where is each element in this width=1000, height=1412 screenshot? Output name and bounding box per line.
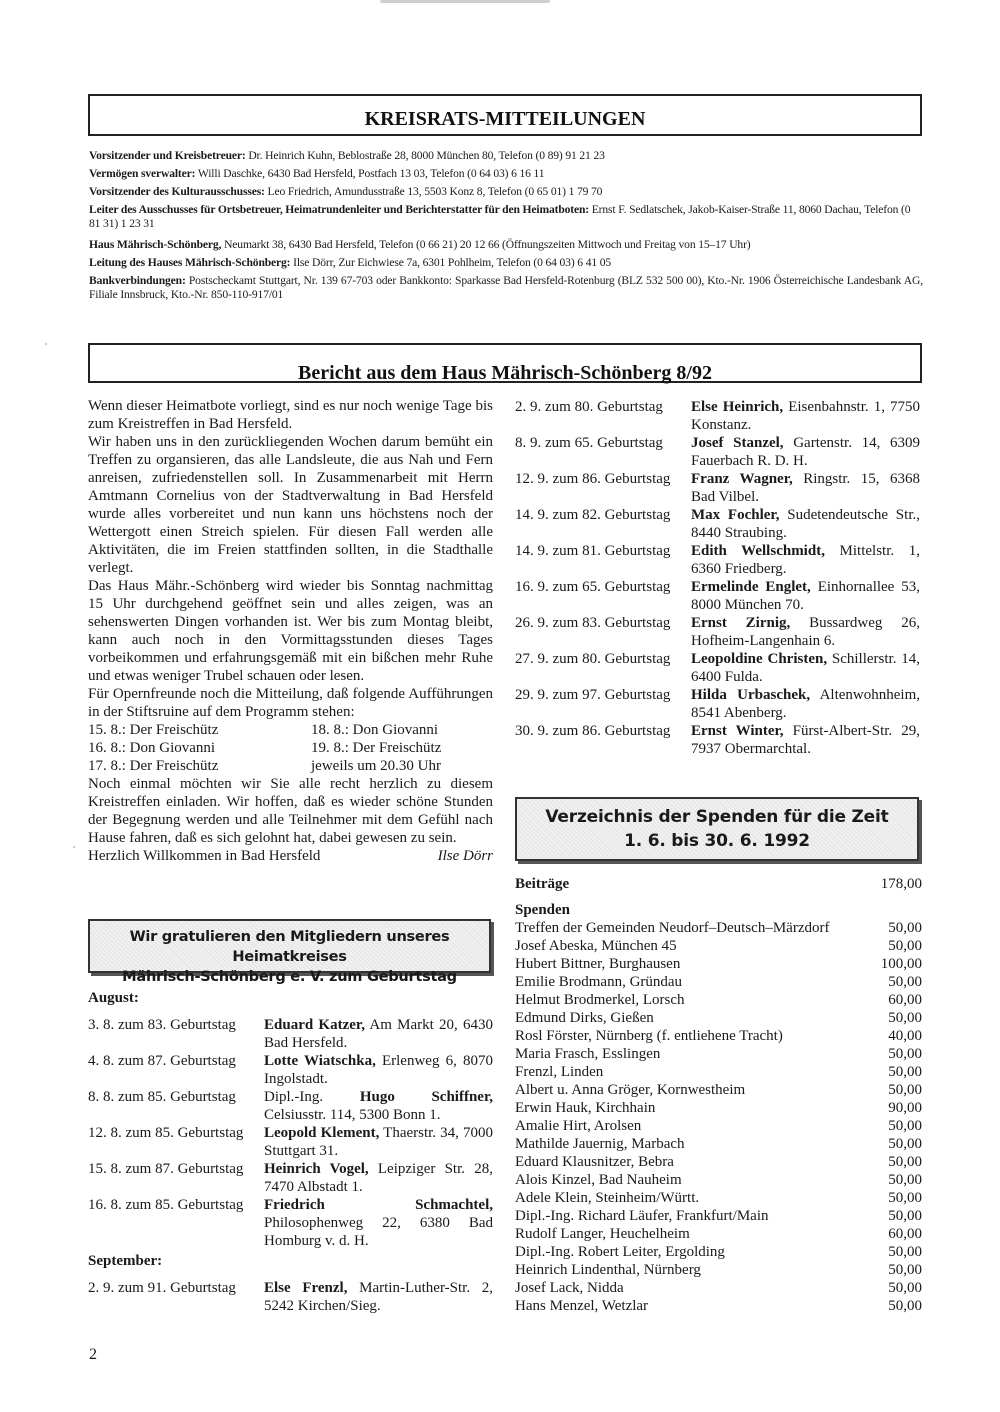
amount: 50,00 xyxy=(888,1280,922,1296)
info-text: Ernst F. Sedlatschek, Jakob-Kaiser-Straße 11, 8060 Dachau, Telefon (0 81 31) 1 23 31 xyxy=(89,203,911,230)
birthday-name: Heinrich Vogel, xyxy=(264,1161,369,1177)
birthday-name: Friedrich Schmachtel, xyxy=(264,1197,493,1213)
donation-row xyxy=(515,1081,922,1099)
spenden-list xyxy=(515,875,922,1315)
amount: 50,00 xyxy=(888,920,922,936)
donation-row xyxy=(515,937,922,955)
donor: Adele Klein, Steinheim/Württ. xyxy=(515,1190,700,1206)
birthday-address: Ringstr. 15, 6368 Bad Vilbel. xyxy=(691,471,920,505)
amount: 40,00 xyxy=(888,1028,922,1044)
birthday-date: 14. 9. zum 82. Geburtstag xyxy=(515,507,671,523)
info-entry xyxy=(89,203,923,231)
donor: Albert u. Anna Gröger, Kornwestheim xyxy=(515,1082,746,1098)
birthday-date: 29. 9. zum 97. Geburtstag xyxy=(515,687,671,703)
donation-row xyxy=(515,1297,922,1315)
gratulation-title-line1: Wir gratulieren den Mitgliedern unseres Heimatkreises xyxy=(129,928,450,965)
donor: Mathilde Jauernig, Marbach xyxy=(515,1136,685,1152)
birthday-entry xyxy=(88,1016,493,1052)
amount: 50,00 xyxy=(888,1082,922,1098)
birthday-address: Altenwohnheim, 8541 Abenberg. xyxy=(691,687,920,721)
info-label: Leitung des Hauses Mährisch-Schönberg: xyxy=(89,256,291,269)
birthday-title: Dipl.-Ing. xyxy=(264,1089,360,1105)
gratulation-heading xyxy=(88,919,491,985)
donor: Emilie Brodmann, Gründau xyxy=(515,974,683,990)
birthday-date: 8. 8. zum 85. Geburtstag xyxy=(88,1089,236,1105)
amount: 50,00 xyxy=(888,1298,922,1314)
birthday-address: Leipziger Str. 28, 7470 Albstadt 1. xyxy=(264,1161,493,1195)
birthday-address: Mittelstr. 1, 6360 Friedberg. xyxy=(691,543,920,577)
birthday-name: Hilda Urbaschek, xyxy=(691,687,811,703)
birthday-entry xyxy=(88,1088,493,1124)
birthday-date: 15. 8. zum 87. Geburtstag xyxy=(88,1161,244,1177)
amount: 50,00 xyxy=(888,938,922,954)
article-paragraph: Wir haben uns in den zurückliegenden Wochen darum bemüht ein Treffen zu organsieren, das alle Landsleute, die aus Nah und Fern anreisen, zufriedenstellen soll. In Zusammenarbeit mit Herrn Amtmann Cornelius von der Stadtverwaltung in Bad Hersfeld wurde alles vorbereitet und nun kann uns höchstens noch der Wettergott einen Streich spielen. Für diesen Fall werden alle Aktivitäten, die im Freien stattfinden sollten, in die Stadthalle verlegt. xyxy=(88,434,493,576)
amount: 50,00 xyxy=(888,1172,922,1188)
scan-speck xyxy=(73,846,75,848)
donation-row xyxy=(515,1117,922,1135)
donation-row xyxy=(515,1225,922,1243)
birthday-entry xyxy=(88,1196,493,1250)
birthday-entry xyxy=(88,1160,493,1196)
info-entry xyxy=(89,274,923,302)
opera-schedule xyxy=(88,721,493,775)
birthday-name: Eduard Katzer, xyxy=(264,1017,365,1033)
birthday-entry xyxy=(515,506,920,542)
donor: Edmund Dirks, Gießen xyxy=(515,1010,654,1026)
info-label: Haus Mährisch-Schönberg, xyxy=(89,238,222,251)
birthday-date: 12. 9. zum 86. Geburtstag xyxy=(515,471,671,487)
info-text: Neumarkt 38, 6430 Bad Hersfeld, Telefon (0 66 21) 20 12 66 (Öffnungszeiten Mittwoch und Freitag von 15–17 Uhr) xyxy=(221,238,751,251)
bericht-heading xyxy=(88,343,922,383)
amount: 50,00 xyxy=(888,1064,922,1080)
info-label: Vorsitzender und Kreisbetreuer: xyxy=(89,149,246,162)
donor: Frenzl, Linden xyxy=(515,1064,604,1080)
opera-item: 19. 8.: Der Freischütz xyxy=(311,740,442,756)
amount: 50,00 xyxy=(888,974,922,990)
amount: 50,00 xyxy=(888,1046,922,1062)
donation-row xyxy=(515,991,922,1009)
donation-row xyxy=(515,955,922,973)
birthday-entry xyxy=(88,1052,493,1088)
amount: 50,00 xyxy=(888,1190,922,1206)
donation-row xyxy=(515,1135,922,1153)
amount: 50,00 xyxy=(888,1244,922,1260)
info-label: Leiter des Ausschusses für Ortsbetreuer, Heimatrundenleiter und Berichterstatter für den Heimatboten: xyxy=(89,203,589,216)
donor: Dipl.-Ing. Richard Läufer, Frankfurt/Main xyxy=(515,1208,769,1224)
article-paragraph: Für Opernfreunde noch die Mitteilung, daß folgende Aufführungen in der Stiftsruine auf dem Programm stehen: xyxy=(88,686,493,720)
info-entry xyxy=(89,167,923,181)
info-text: Postscheckamt Stuttgart, Nr. 139 67-703 oder Bankkonto: Sparkasse Bad Hersfeld-Rotenburg (BLZ 532 500 00), Kto.-Nr. 1906 Österreichische Landesbank AG, Filiale Innsbruck, Kto.-Nr. 850-110-917/01 xyxy=(89,274,923,301)
month-august: August: xyxy=(88,990,139,1006)
opera-item: 15. 8.: Der Freischütz xyxy=(88,722,219,738)
donor: Treffen der Gemeinden Neudorf–Deutsch–Märzdorf xyxy=(515,920,830,936)
amount: 50,00 xyxy=(888,1154,922,1170)
birthday-address: Fürst-Albert-Str. 29, 7937 Obermarchtal. xyxy=(691,723,920,757)
birthday-address: Erlenweg 6, 8070 Ingolstadt. xyxy=(264,1053,493,1087)
donor: Dipl.-Ing. Robert Leiter, Ergolding xyxy=(515,1244,725,1260)
birthday-date: 3. 8. zum 83. Geburtstag xyxy=(88,1017,236,1033)
birthday-name: Else Frenzl, xyxy=(264,1280,348,1296)
birthday-entry xyxy=(88,1124,493,1160)
signature: Ilse Dörr xyxy=(437,848,493,864)
opera-item: jeweils um 20.30 Uhr xyxy=(311,758,441,774)
donation-row xyxy=(515,1009,922,1027)
opera-item: 17. 8.: Der Freischütz xyxy=(88,758,219,774)
donor: Alois Kinzel, Bad Nauheim xyxy=(515,1172,682,1188)
article-paragraph: Wenn dieser Heimatbote vorliegt, sind es nur noch wenige Tage bis zum Kreistreffen in Bad Hersfeld. xyxy=(88,398,493,432)
birthday-name: Ernst Zirnig, xyxy=(691,615,791,631)
beitraege-label: Beiträge xyxy=(515,876,570,892)
info-entry xyxy=(89,185,923,199)
birthday-entry xyxy=(515,542,920,578)
donation-row xyxy=(515,973,922,991)
donation-row xyxy=(515,919,922,937)
birthday-date: 27. 9. zum 80. Geburtstag xyxy=(515,651,671,667)
donor: Josef Abeska, München 45 xyxy=(515,938,677,954)
kreisrat-heading xyxy=(88,94,922,136)
donation-row xyxy=(515,1045,922,1063)
amount: 60,00 xyxy=(888,992,922,1008)
birthday-date: 2. 9. zum 91. Geburtstag xyxy=(88,1280,236,1296)
opera-item: 18. 8.: Don Giovanni xyxy=(311,722,439,738)
birthday-entry xyxy=(515,686,920,722)
info-label: Vorsitzender des Kulturausschusses: xyxy=(89,185,265,198)
info-label: Vermögen sverwalter: xyxy=(89,167,196,180)
spenden-label: Spenden xyxy=(515,902,571,918)
birthday-entry xyxy=(515,578,920,614)
amount: 50,00 xyxy=(888,1118,922,1134)
opera-item: 16. 8.: Don Giovanni xyxy=(88,740,216,756)
birthday-name: Leopold Klement, xyxy=(264,1125,380,1141)
donation-row xyxy=(515,1027,922,1045)
birthday-name: Leopoldine Christen, xyxy=(691,651,828,667)
amount: 90,00 xyxy=(888,1100,922,1116)
birthday-address: Thaerstr. 34, 7000 Stuttgart 31. xyxy=(264,1125,493,1159)
article-closing: Noch einmal möchten wir Sie alle recht herzlich zu diesem Kreistreffen einladen. Wir hoffen, daß es wieder schöne Stunden der Begegnung werden und alle Teilnehmer mit dem Gefühl nach Hause fahren, daß es sich gelohnt hat, dabei gewesen zu sein. xyxy=(88,776,493,846)
birthday-entry xyxy=(515,650,920,686)
gratulation-title-line2: Mährisch-Schönberg e. V. zum Geburtstag xyxy=(122,968,457,985)
amount: 100,00 xyxy=(880,956,922,972)
birthday-date: 4. 8. zum 87. Geburtstag xyxy=(88,1053,236,1069)
donation-row xyxy=(515,1243,922,1261)
birthday-entry xyxy=(515,398,920,434)
donor: Rosl Förster, Nürnberg (f. entliehene Tracht) xyxy=(515,1028,783,1044)
birthday-address: Gartenstr. 14, 6309 Fauerbach R. D. H. xyxy=(691,435,921,469)
beitraege-row xyxy=(515,875,922,893)
birthday-address: Einhornallee 53, 8000 München 70. xyxy=(691,579,920,613)
birthday-address: Am Markt 20, 6430 Bad Hersfeld. xyxy=(264,1017,493,1051)
signature-row xyxy=(88,847,493,865)
amount: 60,00 xyxy=(888,1226,922,1242)
scan-speck xyxy=(45,343,47,345)
birthday-address: Bussardweg 26, Hofheim-Langenhain 6. xyxy=(691,615,920,649)
donor: Heinrich Lindenthal, Nürnberg xyxy=(515,1262,701,1278)
page-number: 2 xyxy=(89,1346,97,1363)
info-text: Willi Daschke, 6430 Bad Hersfeld, Postfach 13 03, Telefon (0 64 03) 6 16 11 xyxy=(195,167,545,180)
beitraege-amount: 178,00 xyxy=(880,876,922,892)
info-text: Ilse Dörr, Zur Eichwiese 7a, 6301 Pohlheim, Telefon (0 64 03) 6 41 05 xyxy=(290,256,612,269)
kreisrat-title: KREISRATS-MITTEILUNGEN xyxy=(364,108,646,130)
bericht-article xyxy=(88,397,493,865)
birthday-name: Max Fochler, xyxy=(691,507,780,523)
donation-row xyxy=(515,1261,922,1279)
donation-row xyxy=(515,1189,922,1207)
donor: Hubert Bittner, Burghausen xyxy=(515,956,681,972)
birthday-name: Else Heinrich, xyxy=(691,399,784,415)
birthday-entry xyxy=(88,1279,493,1315)
birthday-entry xyxy=(515,722,920,758)
donor: Eduard Klausnitzer, Bebra xyxy=(515,1154,674,1170)
bericht-title: Bericht aus dem Haus Mährisch-Schönberg 8/92 xyxy=(298,362,712,384)
birthday-address: Eisenbahnstr. 1, 7750 Konstanz. xyxy=(691,399,921,433)
birthday-address: Sudetendeutsche Str., 8440 Straubing. xyxy=(691,507,920,541)
birthday-name: Franz Wagner, xyxy=(691,471,793,487)
donation-row xyxy=(515,1171,922,1189)
info-entry xyxy=(89,149,923,163)
donation-row xyxy=(515,1279,922,1297)
birthday-date: 12. 8. zum 85. Geburtstag xyxy=(88,1125,244,1141)
amount: 50,00 xyxy=(888,1262,922,1278)
donor: Hans Menzel, Wetzlar xyxy=(515,1298,649,1314)
donor: Rudolf Langer, Heuchelheim xyxy=(515,1226,690,1242)
birthday-name: Edith Wellschmidt, xyxy=(691,543,825,559)
donor: Erwin Hauk, Kirchhain xyxy=(515,1100,656,1116)
article-paragraph: Das Haus Mähr.-Schönberg wird wieder bis Sonntag nachmittag 15 Uhr durchgehend geöffnet sein und alles zeigen, was an sehenswerten Dingen vorhanden ist. Wer bis zum Montag bleibt, kann auch noch in den Vormittagsstunden dieses Tages vorbeikommen und erfahrungsgemäß mit ein bißchen mehr Ruhe und etwas weniger Trubel schauen oder lesen. xyxy=(88,578,493,684)
birthday-date: 16. 9. zum 65. Geburtstag xyxy=(515,579,671,595)
amount: 50,00 xyxy=(888,1136,922,1152)
info-entry xyxy=(89,256,923,270)
spenden-title-line2: 1. 6. bis 30. 6. 1992 xyxy=(624,831,810,851)
donor: Josef Lack, Nidda xyxy=(515,1280,624,1296)
birthday-address: Martin-Luther-Str. 2, 5242 Kirchen/Sieg. xyxy=(264,1280,493,1314)
birthday-entry xyxy=(515,614,920,650)
donor: Maria Frasch, Esslingen xyxy=(515,1046,661,1062)
amount: 50,00 xyxy=(888,1208,922,1224)
month-september: September: xyxy=(88,1253,163,1269)
birthday-address: Philosophenweg 22, 6380 Bad Homburg v. d. H. xyxy=(264,1215,493,1249)
birthday-date: 16. 8. zum 85. Geburtstag xyxy=(88,1197,244,1213)
greeting: Herzlich Willkommen in Bad Hersfeld xyxy=(88,848,321,864)
birthday-date: 30. 9. zum 86. Geburtstag xyxy=(515,723,671,739)
birthday-date: 2. 9. zum 80. Geburtstag xyxy=(515,399,663,415)
amount: 50,00 xyxy=(888,1010,922,1026)
birthday-entry xyxy=(515,470,920,506)
birthday-address: Schillerstr. 14, 6400 Fulda. xyxy=(691,651,921,685)
spenden-heading xyxy=(515,797,919,861)
birthday-address: Celsiusstr. 114, 5300 Bonn 1. xyxy=(264,1107,441,1123)
scan-mark xyxy=(380,0,550,3)
birthday-name: Lotte Wiatschka, xyxy=(264,1053,376,1069)
info-text: Leo Friedrich, Amundusstraße 13, 5503 Konz 8, Telefon (0 65 01) 1 79 70 xyxy=(264,185,603,198)
donation-row xyxy=(515,1153,922,1171)
birthday-name: Josef Stanzel, xyxy=(691,435,784,451)
donation-row xyxy=(515,1063,922,1081)
birthday-name: Hugo Schiffner, xyxy=(359,1089,493,1105)
info-label: Bankverbindungen: xyxy=(89,274,186,287)
donor: Helmut Brodmerkel, Lorsch xyxy=(515,992,685,1008)
spenden-title-line1: Verzeichnis der Spenden für die Zeit xyxy=(545,807,889,827)
birthday-name: Ernst Winter, xyxy=(691,723,784,739)
info-text: Dr. Heinrich Kuhn, Beblostraße 28, 8000 München 80, Telefon (0 89) 91 21 23 xyxy=(245,149,605,162)
donor: Amalie Hirt, Arolsen xyxy=(515,1118,642,1134)
birthday-entry xyxy=(515,434,920,470)
info-entry xyxy=(89,238,923,252)
birthday-name: Ermelinde Englet, xyxy=(691,579,811,595)
donation-row xyxy=(515,1099,922,1117)
birthday-date: 14. 9. zum 81. Geburtstag xyxy=(515,543,671,559)
donation-row xyxy=(515,1207,922,1225)
birthday-date: 26. 9. zum 83. Geburtstag xyxy=(515,615,671,631)
birthday-date: 8. 9. zum 65. Geburtstag xyxy=(515,435,663,451)
